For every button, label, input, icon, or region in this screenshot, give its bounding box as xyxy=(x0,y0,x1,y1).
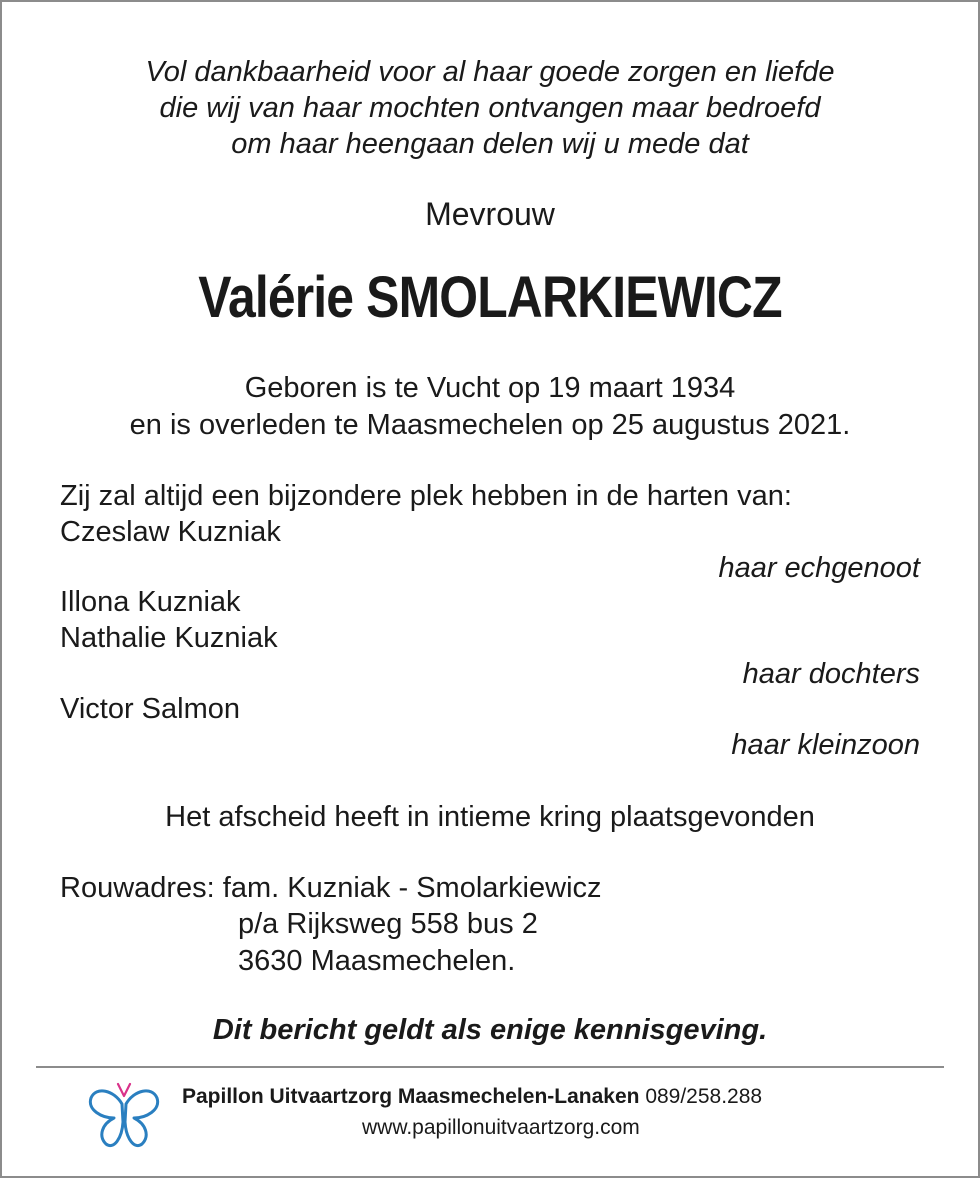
mourner-name: Illona Kuzniak xyxy=(60,586,241,618)
address-label: Rouwadres: fam. Kuzniak - Smolarkiewicz xyxy=(60,872,602,904)
mourner-name: Victor Salmon xyxy=(60,693,240,725)
honorific: Mevrouw xyxy=(425,196,555,232)
footer-divider xyxy=(36,1066,944,1068)
birth-line: Geboren is te Vucht op 19 maart 1934 xyxy=(244,372,736,404)
dates-block xyxy=(0,370,980,444)
notice-statement: Dit bericht geldt als enige kennisgeving. xyxy=(212,1014,768,1046)
intro-line-3: om haar heengaan delen wij u mede dat xyxy=(231,128,749,160)
company-name: Papillon Uitvaartzorg Maasmechelen-Lanaken xyxy=(182,1085,640,1108)
company-phone: 089/258.288 xyxy=(645,1085,763,1108)
butterfly-icon xyxy=(84,1074,166,1154)
intro-text xyxy=(0,54,980,162)
intro-line-2: die wij van haar mochten ontvangen maar bedroefd xyxy=(159,92,821,124)
mourner-name: Nathalie Kuzniak xyxy=(60,622,278,654)
funeral-company xyxy=(182,1085,762,1109)
death-line: en is overleden te Maasmechelen op 25 augustus 2021. xyxy=(129,409,851,441)
ceremony-text: Het afscheid heeft in intieme kring plaatsgevonden xyxy=(165,801,815,833)
address-city: 3630 Maasmechelen. xyxy=(238,945,516,977)
company-website[interactable]: www.papillonuitvaartzorg.com xyxy=(362,1116,640,1139)
mourner-relation: haar echgenoot xyxy=(718,552,920,584)
mourner-relation: haar kleinzoon xyxy=(731,729,920,761)
address-street: p/a Rijksweg 558 bus 2 xyxy=(238,908,538,940)
mourners-lead: Zij zal altijd een bijzondere plek hebben in de harten van: xyxy=(60,480,792,512)
mourner-relation: haar dochters xyxy=(742,658,920,690)
deceased-name: Valérie SMOLARKIEWICZ xyxy=(198,265,782,330)
mourner-name: Czeslaw Kuzniak xyxy=(60,516,281,548)
intro-line-1: Vol dankbaarheid voor al haar goede zorgen en liefde xyxy=(145,56,835,88)
